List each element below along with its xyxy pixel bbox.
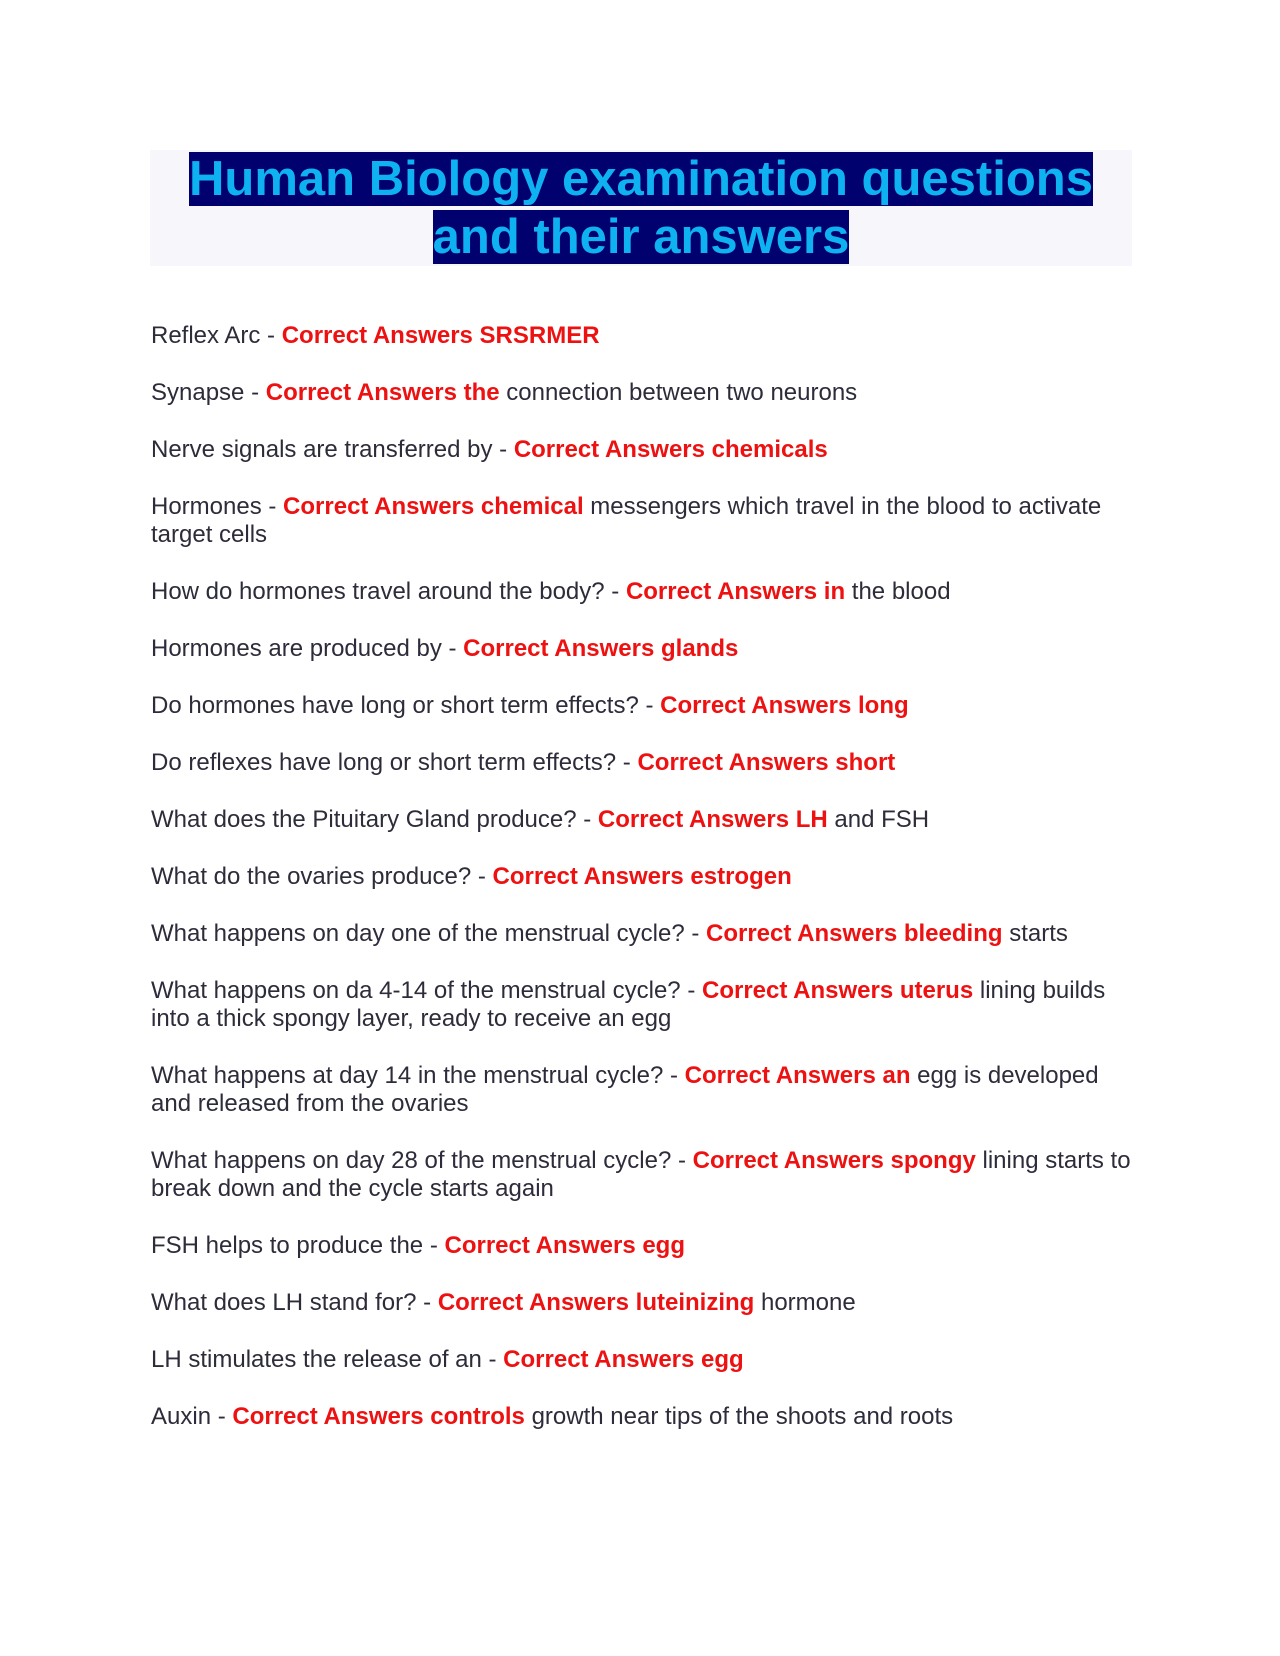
title-banner (150, 150, 1132, 266)
question-text: How do hormones travel around the body? - (151, 578, 626, 605)
question-text: What happens on day one of the menstrual cycle? - (151, 920, 706, 947)
answer-continuation: egg is developed and released from the ovaries (151, 1062, 1099, 1117)
qa-item (151, 1289, 1136, 1317)
qa-item (151, 806, 1136, 834)
page-title-line2: and their answers (432, 210, 850, 264)
qa-item (151, 493, 1136, 549)
answer-text: Correct Answers the (265, 379, 500, 406)
answer-text: Correct Answers estrogen (492, 863, 792, 890)
qa-item (151, 692, 1136, 720)
qa-item (151, 322, 1136, 350)
question-text: LH stimulates the release of an - (151, 1346, 504, 1373)
answer-text: Correct Answers luteinizing (437, 1289, 755, 1316)
answer-continuation: the blood (845, 578, 951, 605)
answer-text: Correct Answers egg (503, 1346, 744, 1373)
question-text: What do the ovaries produce? - (151, 863, 493, 890)
answer-text: Correct Answers short (637, 749, 896, 776)
question-text: Reflex Arc - (151, 322, 282, 349)
qa-item (151, 1147, 1136, 1203)
qa-item (151, 436, 1136, 464)
question-text: Hormones - (151, 493, 284, 520)
answer-text: Correct Answers uterus (701, 977, 974, 1004)
question-text: Synapse - (151, 379, 266, 406)
qa-item (151, 1062, 1136, 1118)
qa-item (151, 635, 1136, 663)
answer-continuation: connection between two neurons (499, 379, 858, 406)
answer-text: Correct Answers spongy (692, 1147, 976, 1174)
qa-item (151, 1403, 1136, 1431)
question-text: What does the Pituitary Gland produce? - (151, 806, 598, 833)
question-text: What happens on day 28 of the menstrual cycle? - (151, 1147, 693, 1174)
qa-list (151, 322, 1136, 1460)
question-text: Do reflexes have long or short term effects? - (151, 749, 638, 776)
question-text: What happens on da 4-14 of the menstrual cycle? - (151, 977, 702, 1004)
answer-continuation: growth near tips of the shoots and roots (524, 1403, 954, 1430)
qa-item (151, 920, 1136, 948)
page-title-line1: Human Biology examination questions (189, 152, 1093, 206)
answer-continuation: and FSH (827, 806, 930, 833)
answer-text: Correct Answers LH (597, 806, 828, 833)
answer-continuation: lining builds into a thick spongy layer, ready to receive an egg (151, 977, 1106, 1032)
qa-item (151, 578, 1136, 606)
question-text: Do hormones have long or short term effects? - (151, 692, 661, 719)
answer-text: Correct Answers an (684, 1062, 911, 1089)
question-text: Nerve signals are transferred by - (151, 436, 514, 463)
question-text: Hormones are produced by - (151, 635, 464, 662)
answer-continuation: messengers which travel in the blood to activate target cells (151, 493, 1102, 548)
question-text: FSH helps to produce the - (151, 1232, 445, 1259)
answer-text: Correct Answers egg (444, 1232, 685, 1259)
qa-item (151, 379, 1136, 407)
qa-item (151, 977, 1136, 1033)
answer-text: Correct Answers glands (463, 635, 739, 662)
question-text: Auxin - (151, 1403, 233, 1430)
answer-text: Correct Answers in (625, 578, 846, 605)
answer-continuation: lining starts to break down and the cycle starts again (151, 1147, 1131, 1202)
qa-item (151, 1232, 1136, 1260)
answer-continuation: hormone (754, 1289, 856, 1316)
answer-text: Correct Answers bleeding (706, 920, 1003, 947)
qa-item (151, 749, 1136, 777)
answer-text: Correct Answers chemical (283, 493, 584, 520)
answer-text: Correct Answers long (660, 692, 909, 719)
qa-item (151, 863, 1136, 891)
answer-text: Correct Answers chemicals (513, 436, 828, 463)
question-text: What does LH stand for? - (151, 1289, 438, 1316)
answer-continuation: starts (1002, 920, 1068, 947)
answer-text: Correct Answers controls (232, 1403, 525, 1430)
answer-text: Correct Answers SRSRMER (281, 322, 600, 349)
qa-item (151, 1346, 1136, 1374)
question-text: What happens at day 14 in the menstrual cycle? - (151, 1062, 685, 1089)
